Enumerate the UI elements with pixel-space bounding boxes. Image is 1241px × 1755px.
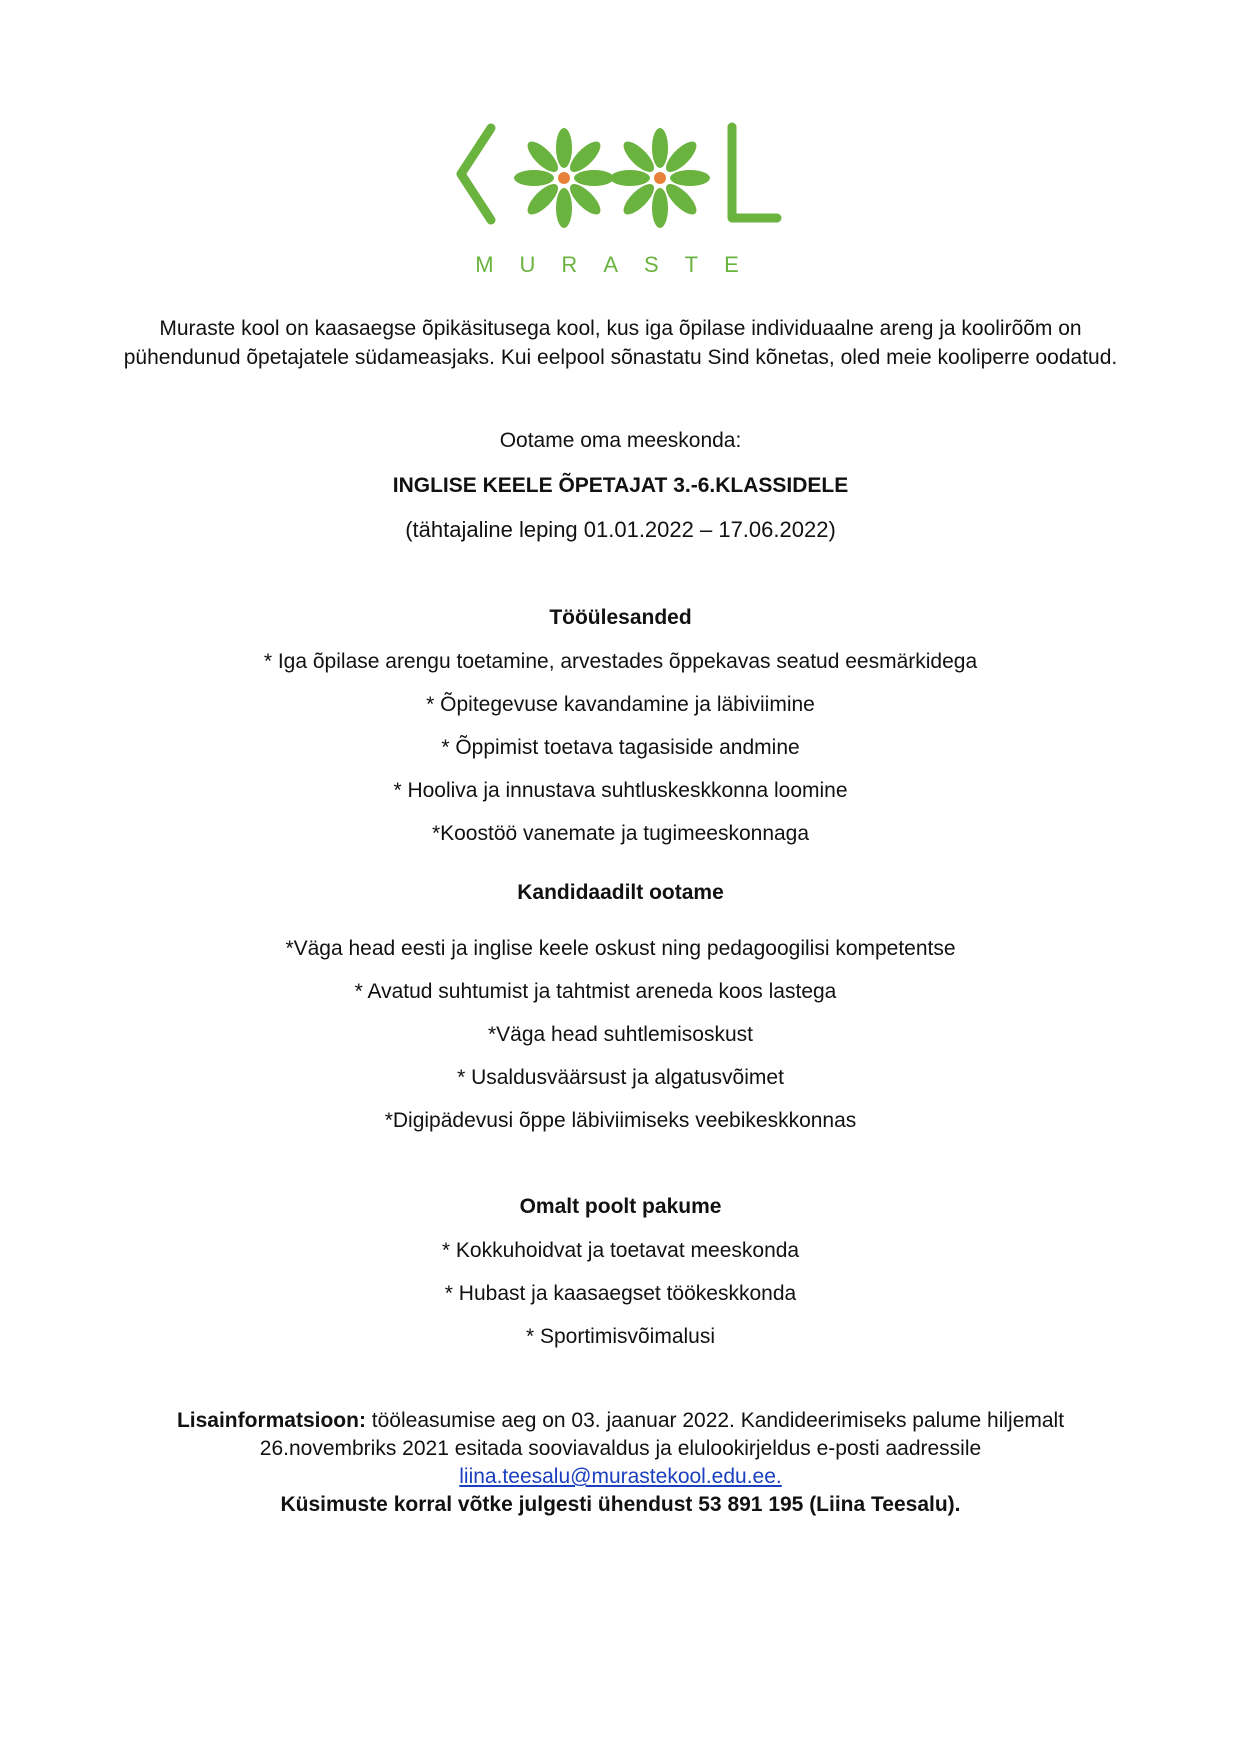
duty-item: * Õppimist toetava tagasiside andmine: [441, 736, 800, 759]
duty-item: * Õpitegevuse kavandamine ja läbiviimine: [426, 693, 815, 716]
offer-item: * Kokkuhoidvat ja toetavat meeskonda: [441, 1239, 800, 1262]
info-label: Lisainformatsioon:: [176, 1409, 366, 1432]
email-link[interactable]: liina.teesalu@murastekool.edu.ee.: [459, 1465, 782, 1488]
logo-subtitle: MURASTE: [475, 252, 765, 277]
intro-line-1: Muraste kool on kaasaegse õpikäsitusega kool, kus iga õpilase individuaalne areng ja koolirõõm on: [159, 317, 1082, 340]
wait-line: Ootame oma meeskonda:: [499, 429, 742, 452]
offer-item: * Sportimisvõimalusi: [525, 1325, 716, 1348]
expect-heading: Kandidaadilt ootame: [517, 881, 724, 904]
intro-line-2: pühendunud õpetajatele südameasjaks. Kui eelpool sõnastatu Sind kõnetas, oled meie kooliperre oodatud.: [123, 346, 1118, 369]
expect-item: *Väga head suhtlemisoskust: [488, 1023, 753, 1046]
duty-item: * Hooliva ja innustava suhtluskeskkonna loomine: [393, 779, 848, 802]
expect-item: *Digipädevusi õppe läbiviimiseks veebikeskkonnas: [384, 1109, 857, 1132]
expect-item: * Usaldusväärsust ja algatusvõimet: [457, 1066, 784, 1089]
info-line-1: [0, 1407, 1241, 1435]
contact-line: Küsimuste korral võtke julgesti ühendust 53 891 195 (Liina Teesalu).: [280, 1493, 961, 1516]
muraste-kool-logo: [455, 122, 785, 282]
info-line-2: 26.novembriks 2021 esitada sooviavaldus ja elulookirjeldus e-posti aadressile: [259, 1437, 982, 1460]
email-line: [0, 1463, 1241, 1491]
intro-paragraph: [0, 314, 1241, 372]
expect-item: *Väga head eesti ja inglise keele oskust ning pedagoogilisi kompetentse: [285, 937, 956, 960]
expect-item: * Avatud suhtumist ja tahtmist areneda koos lastega: [354, 980, 837, 1003]
info-text: tööleasumise aeg on 03. jaanuar 2022. Kandideerimiseks palume hiljemalt: [365, 1409, 1065, 1432]
duties-heading: Tööülesanded: [549, 606, 692, 629]
contract-period: (tähtajaline leping 01.01.2022 – 17.06.2022): [405, 517, 836, 542]
duty-item: *Koostöö vanemate ja tugimeeskonnaga: [431, 822, 810, 845]
offer-item: * Hubast ja kaasaegset töökeskkonda: [444, 1282, 797, 1305]
duty-item: * Iga õpilase arengu toetamine, arvestades õppekavas seatud eesmärkidega: [263, 650, 978, 673]
position-title: INGLISE KEELE ÕPETAJAT 3.-6.KLASSIDELE: [392, 474, 849, 497]
offer-heading: Omalt poolt pakume: [519, 1195, 722, 1218]
